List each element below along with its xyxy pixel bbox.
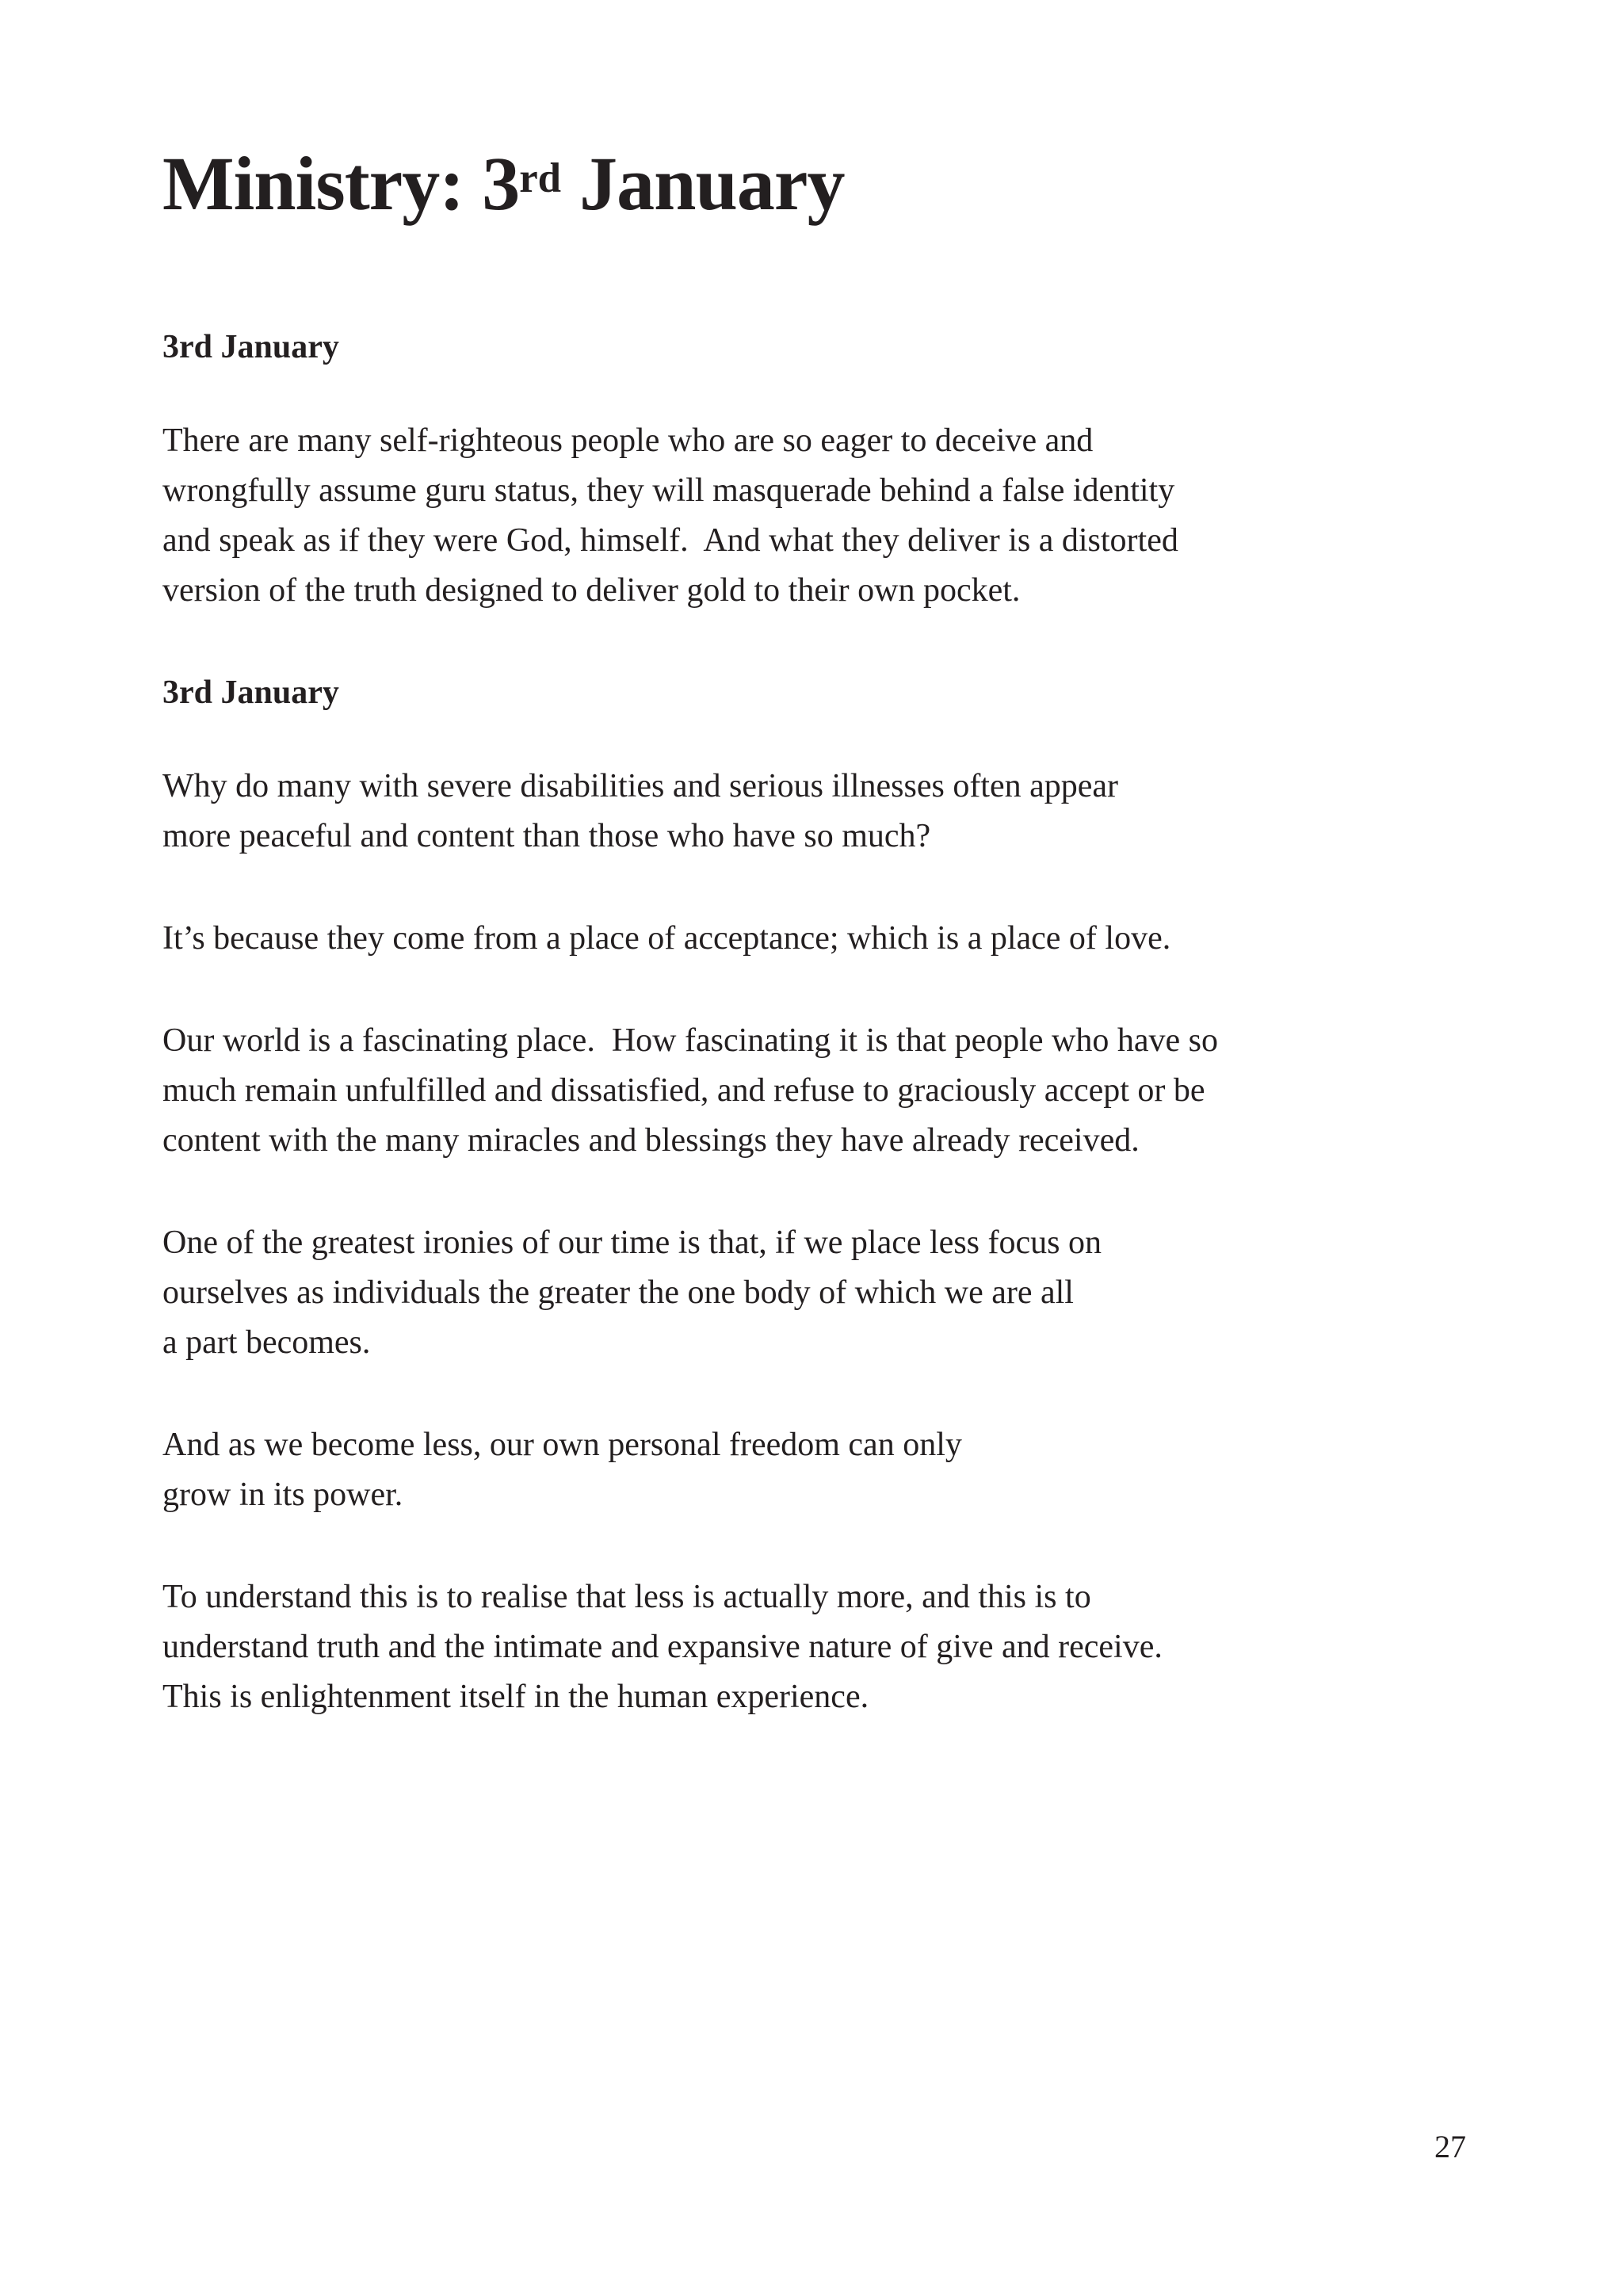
section-heading-2: 3rd January [162,674,339,712]
paragraph-1: There are many self-righteous people who are so eager to deceive and wrongfully assume guru status, they will masquerade behind a false identity and speak as if they were God, himself. And what they deliver is a distorted version of the truth designed to deliver gold to their own pocket. [162,422,1178,609]
paragraph-2: Why do many with severe disabilities and serious illnesses often appear more peaceful and content than those who have so much? [162,768,1119,855]
page-title [162,131,1449,231]
page-number: 27 [1434,2129,1466,2164]
paragraph-3: It’s because they come from a place of acceptance; which is a place of love. [162,920,1171,957]
paragraph-6: And as we become less, our own personal freedom can only grow in its power. [162,1427,962,1514]
paragraph-5: One of the greatest ironies of our time is that, if we place less focus on ourselves as individuals the greater the one body of which we are all a part becomes. [162,1224,1102,1362]
ordinal-superscript: rd [519,155,562,201]
paragraph-7: To understand this is to realise that less is actually more, and this is to understand truth and the intimate and expansive nature of give and receive. This is enlightenment itself in the human experience. [162,1579,1163,1716]
paragraph-4: Our world is a fascinating place. How fascinating it is that people who have so much remain unfulfilled and dissatisfied, and refuse to graciously accept or be content with the many miracles and blessings they have already received. [162,1022,1218,1159]
section-heading-1: 3rd January [162,329,339,366]
page-title-prefix: Ministry: 3 [162,141,520,227]
page-title-suffix: January [561,141,845,227]
